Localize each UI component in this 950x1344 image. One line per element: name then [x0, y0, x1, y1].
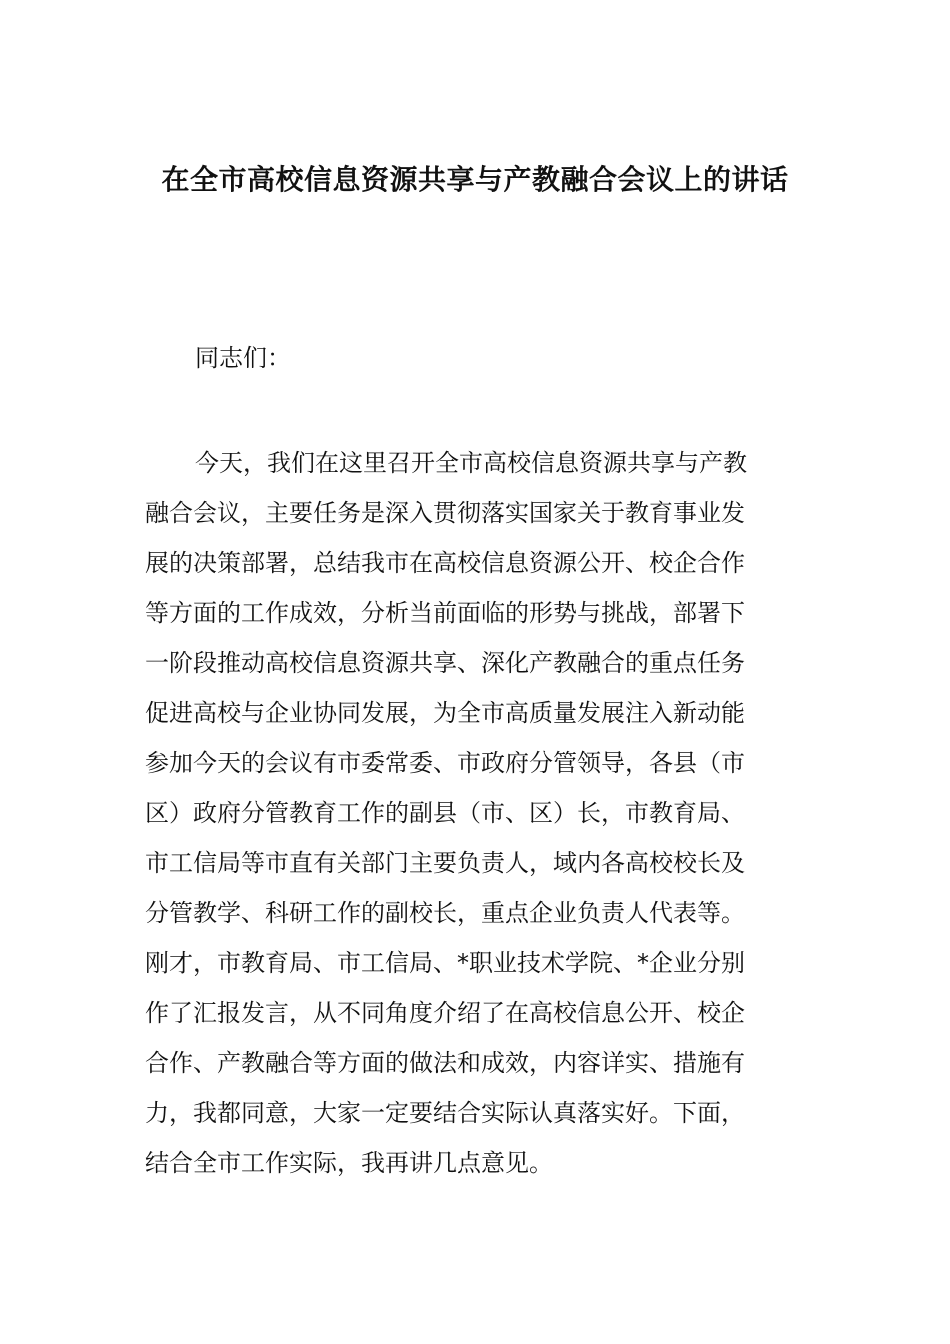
- paragraph-line: 力，我都同意，大家一定要结合实际认真落实好。下面，: [145, 1099, 745, 1127]
- paragraph-line: 分管教学、科研工作的副校长，重点企业负责人代表等。: [145, 899, 745, 927]
- paragraph-line: 促进高校与企业协同发展，为全市高质量发展注入新动能: [145, 699, 745, 727]
- paragraph-line: 市工信局等市直有关部门主要负责人，域内各高校校长及: [145, 849, 745, 877]
- body-paragraph: [145, 438, 815, 1188]
- paragraph-line: 结合全市工作实际，我再讲几点意见。: [145, 1149, 553, 1177]
- document-title: 在全市高校信息资源共享与产教融合会议上的讲话: [161, 163, 789, 196]
- paragraph-line: 合作、产教融合等方面的做法和成效，内容详实、措施有: [145, 1049, 745, 1077]
- paragraph-line: 展的决策部署，总结我市在高校信息资源公开、校企合作: [145, 549, 745, 577]
- paragraph-line: 融合会议，主要任务是深入贯彻落实国家关于教育事业发: [145, 499, 745, 527]
- paragraph-line: 刚才，市教育局、市工信局、*职业技术学院、*企业分别: [145, 949, 745, 977]
- paragraph-line: 今天，我们在这里召开全市高校信息资源共享与产教: [195, 449, 747, 477]
- paragraph-line: 参加今天的会议有市委常委、市政府分管领导，各县（市: [145, 749, 745, 777]
- paragraph-line: 等方面的工作成效，分析当前面临的形势与挑战，部署下: [145, 599, 745, 627]
- greeting-line: 同志们：: [195, 344, 291, 372]
- paragraph-line: 区）政府分管教育工作的副县（市、区）长，市教育局、: [145, 799, 745, 827]
- paragraph-line: 作了汇报发言，从不同角度介绍了在高校信息公开、校企: [145, 999, 745, 1027]
- paragraph-line: 一阶段推动高校信息资源共享、深化产教融合的重点任务: [145, 649, 745, 677]
